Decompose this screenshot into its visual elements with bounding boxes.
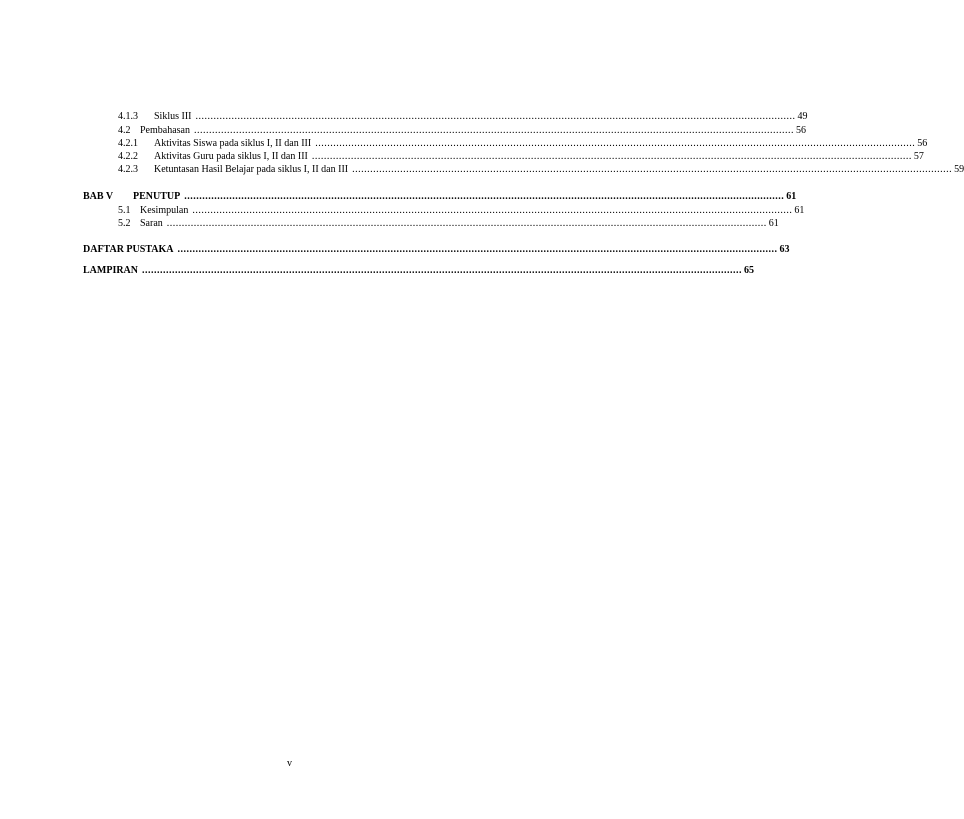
toc-entry-4-2 bbox=[118, 124, 806, 137]
dot-leader: ........................................................................................................................................................................................................ bbox=[194, 125, 794, 136]
dot-leader: ........................................................................................................................................................................................................ bbox=[195, 111, 796, 122]
toc-entry-number: 4.1.3 bbox=[118, 111, 138, 122]
toc-entry-title: Aktivitas Guru pada siklus I, II dan III bbox=[154, 151, 308, 162]
toc-entry-title: Aktivitas Siswa pada siklus I, II dan III bbox=[154, 138, 312, 149]
toc-entry-page: 61 bbox=[794, 205, 805, 216]
toc-entry-page: 61 bbox=[768, 218, 779, 229]
dot-leader: ........................................................................................................................................................................................................ bbox=[311, 151, 912, 162]
toc-entry-4-2-1 bbox=[118, 137, 928, 150]
toc-entry-bab-v bbox=[83, 190, 797, 203]
toc-entry-page: 56 bbox=[796, 125, 806, 136]
toc-entry-page: 59 bbox=[954, 164, 964, 175]
toc-entry-page: 61 bbox=[786, 191, 797, 202]
dot-leader: ........................................................................................................................................................................................................ bbox=[192, 205, 793, 216]
toc-entry-number: 4.2.2 bbox=[118, 151, 138, 162]
toc-entry-title: Siklus III bbox=[154, 111, 192, 122]
toc-entry-page: 56 bbox=[917, 138, 928, 149]
toc-entry-4-2-2 bbox=[118, 150, 924, 163]
toc-entry-title: Saran bbox=[140, 218, 163, 229]
toc-entry-page: 57 bbox=[913, 151, 924, 162]
toc-entry-4-1-3 bbox=[118, 110, 808, 123]
page-number: v bbox=[287, 758, 292, 769]
toc-entry-lampiran bbox=[83, 264, 754, 277]
dot-leader: ........................................................................................................................................................................................................ bbox=[177, 244, 778, 255]
toc-entry-title: Kesimpulan bbox=[140, 205, 189, 216]
toc-entry-title: PENUTUP bbox=[133, 191, 181, 202]
dot-leader: ........................................................................................................................................................................................................ bbox=[352, 164, 953, 175]
toc-entry-page: 49 bbox=[797, 111, 808, 122]
toc-entry-number: BAB V bbox=[83, 191, 114, 202]
toc-entry-5-1 bbox=[118, 204, 805, 217]
toc-entry-number: 4.2 bbox=[118, 125, 131, 136]
toc-entry-5-2 bbox=[118, 217, 779, 230]
dot-leader: ........................................................................................................................................................................................................ bbox=[184, 191, 785, 202]
toc-entry-daftar-pustaka bbox=[83, 243, 790, 256]
toc-entry-number: 4.2.1 bbox=[118, 138, 138, 149]
dot-leader: ........................................................................................................................................................................................................ bbox=[315, 138, 916, 149]
toc-entry-number: 5.2 bbox=[118, 218, 131, 229]
dot-leader: ........................................................................................................................................................................................................ bbox=[142, 265, 742, 276]
toc-entry-title: LAMPIRAN bbox=[83, 265, 138, 276]
toc-entry-title: Ketuntasan Hasil Belajar pada siklus I, II dan III bbox=[154, 164, 349, 175]
toc-entry-4-2-3 bbox=[118, 163, 964, 176]
toc-entry-number: 4.2.3 bbox=[118, 164, 138, 175]
dot-leader: ........................................................................................................................................................................................................ bbox=[166, 218, 767, 229]
toc-entry-page: 63 bbox=[779, 244, 790, 255]
toc-entry-title: Pembahasan bbox=[140, 125, 190, 136]
toc-entry-page: 65 bbox=[744, 265, 754, 276]
toc-entry-title: DAFTAR PUSTAKA bbox=[83, 244, 174, 255]
toc-entry-number: 5.1 bbox=[118, 205, 131, 216]
